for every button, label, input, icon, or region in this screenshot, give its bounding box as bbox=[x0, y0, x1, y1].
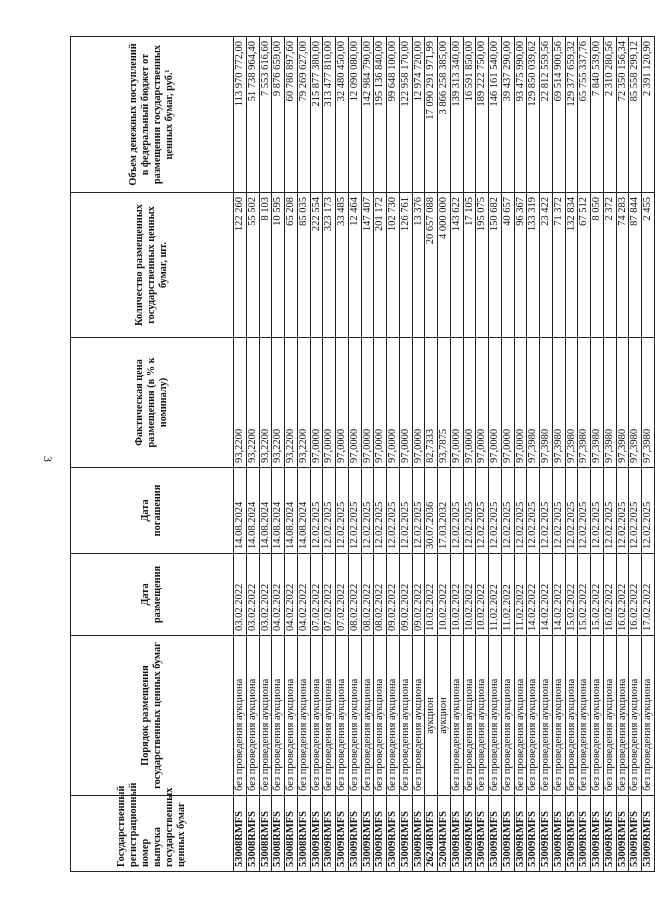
cell-placement-method: без проведения аукциона bbox=[540, 636, 553, 796]
cell-quantity: 122 260 bbox=[234, 193, 247, 338]
cell-placement-date: 16.02.2022 bbox=[616, 554, 629, 636]
table-row bbox=[642, 37, 655, 872]
securities-placement-table bbox=[70, 36, 655, 872]
cell-placement-date: 11.02.2022 bbox=[501, 554, 514, 636]
table-row bbox=[246, 37, 259, 872]
cell-placement-date: 15.02.2022 bbox=[565, 554, 578, 636]
cell-budget-proceeds: 189 222 750,00 bbox=[476, 37, 489, 193]
cell-maturity-date: 14.08.2024 bbox=[272, 468, 285, 554]
cell-actual-price: 97,3980 bbox=[527, 338, 540, 468]
cell-budget-proceeds: 12 974 720,00 bbox=[412, 37, 425, 193]
cell-placement-date: 15.02.2022 bbox=[578, 554, 591, 636]
cell-budget-proceeds: 32 480 450,00 bbox=[336, 37, 349, 193]
table-row bbox=[450, 37, 463, 872]
cell-budget-proceeds: 129 377 659,32 bbox=[565, 37, 578, 193]
cell-maturity-date: 12.02.2025 bbox=[501, 468, 514, 554]
cell-actual-price: 97,0000 bbox=[310, 338, 323, 468]
cell-quantity: 147 407 bbox=[361, 193, 374, 338]
cell-placement-method: аукцион bbox=[425, 636, 438, 796]
cell-registration-number: 53009RMFS bbox=[361, 796, 374, 872]
cell-quantity: 13 376 bbox=[412, 193, 425, 338]
table-row bbox=[399, 37, 412, 872]
cell-placement-method: без проведения аукциона bbox=[616, 636, 629, 796]
table-row bbox=[348, 37, 361, 872]
cell-quantity: 8 103 bbox=[259, 193, 272, 338]
table-row bbox=[476, 37, 489, 872]
cell-registration-number: 53009RMFS bbox=[348, 796, 361, 872]
cell-registration-number: 53009RMFS bbox=[514, 796, 527, 872]
table-row bbox=[285, 37, 298, 872]
cell-placement-method: без проведения аукциона bbox=[578, 636, 591, 796]
table-row bbox=[489, 37, 502, 872]
cell-registration-number: 53009RMFS bbox=[540, 796, 553, 872]
cell-budget-proceeds: 7 840 539,00 bbox=[591, 37, 604, 193]
cell-actual-price: 93,2200 bbox=[246, 338, 259, 468]
cell-quantity: 2 372 bbox=[603, 193, 616, 338]
cell-actual-price: 97,0000 bbox=[412, 338, 425, 468]
table-row bbox=[412, 37, 425, 872]
cell-maturity-date: 12.02.2025 bbox=[323, 468, 336, 554]
cell-quantity: 126 761 bbox=[399, 193, 412, 338]
cell-placement-method: без проведения аукциона bbox=[361, 636, 374, 796]
cell-placement-method: без проведения аукциона bbox=[336, 636, 349, 796]
cell-placement-method: без проведения аукциона bbox=[297, 636, 310, 796]
cell-placement-method: без проведения аукциона bbox=[272, 636, 285, 796]
table-header bbox=[71, 37, 234, 872]
cell-actual-price: 93,7875 bbox=[438, 338, 451, 468]
cell-placement-date: 14.02.2022 bbox=[527, 554, 540, 636]
cell-quantity: 132 834 bbox=[565, 193, 578, 338]
cell-registration-number: 53009RMFS bbox=[501, 796, 514, 872]
cell-quantity: 87 844 bbox=[629, 193, 642, 338]
cell-registration-number: 53008RMFS bbox=[297, 796, 310, 872]
cell-placement-date: 10.02.2022 bbox=[463, 554, 476, 636]
cell-actual-price: 97,0000 bbox=[336, 338, 349, 468]
cell-budget-proceeds: 195 136 840,00 bbox=[374, 37, 387, 193]
cell-placement-date: 11.02.2022 bbox=[514, 554, 527, 636]
cell-actual-price: 93,2200 bbox=[259, 338, 272, 468]
cell-maturity-date: 14.08.2024 bbox=[234, 468, 247, 554]
table-row bbox=[616, 37, 629, 872]
cell-budget-proceeds: 39 437 290,00 bbox=[501, 37, 514, 193]
cell-placement-method: без проведения аукциона bbox=[501, 636, 514, 796]
cell-actual-price: 97,0000 bbox=[387, 338, 400, 468]
cell-placement-method: без проведения аукциона bbox=[591, 636, 604, 796]
cell-quantity: 23 422 bbox=[540, 193, 553, 338]
cell-placement-method: без проведения аукциона bbox=[259, 636, 272, 796]
cell-placement-method: без проведения аукциона bbox=[399, 636, 412, 796]
cell-placement-date: 09.02.2022 bbox=[387, 554, 400, 636]
cell-quantity: 4 000 000 bbox=[438, 193, 451, 338]
cell-quantity: 2 455 bbox=[642, 193, 655, 338]
cell-actual-price: 97,3980 bbox=[540, 338, 553, 468]
cell-registration-number: 53009RMFS bbox=[399, 796, 412, 872]
cell-budget-proceeds: 60 786 897,60 bbox=[285, 37, 298, 193]
cell-registration-number: 53009RMFS bbox=[450, 796, 463, 872]
table-row bbox=[425, 37, 438, 872]
cell-placement-method: аукцион bbox=[438, 636, 451, 796]
cell-placement-method: без проведения аукциона bbox=[489, 636, 502, 796]
table-row bbox=[361, 37, 374, 872]
cell-budget-proceeds: 3 866 258 385,00 bbox=[438, 37, 451, 193]
table-body bbox=[234, 37, 655, 872]
cell-budget-proceeds: 17 090 291 971,99 bbox=[425, 37, 438, 193]
cell-registration-number: 53009RMFS bbox=[591, 796, 604, 872]
table-row bbox=[323, 37, 336, 872]
cell-placement-method: без проведения аукциона bbox=[463, 636, 476, 796]
cell-registration-number: 53009RMFS bbox=[323, 796, 336, 872]
cell-budget-proceeds: 215 877 380,00 bbox=[310, 37, 323, 193]
table-row bbox=[234, 37, 247, 872]
cell-registration-number: 53009RMFS bbox=[578, 796, 591, 872]
cell-actual-price: 93,2200 bbox=[234, 338, 247, 468]
cell-placement-date: 10.02.2022 bbox=[425, 554, 438, 636]
cell-actual-price: 97,0000 bbox=[463, 338, 476, 468]
table-row bbox=[310, 37, 323, 872]
cell-maturity-date: 12.02.2025 bbox=[629, 468, 642, 554]
header-registration-number: Государственный регистрационный номер выпуска государственных ценных бумаг bbox=[71, 796, 234, 872]
cell-registration-number: 53009RMFS bbox=[387, 796, 400, 872]
cell-placement-method: без проведения аукциона bbox=[234, 636, 247, 796]
cell-maturity-date: 12.02.2025 bbox=[578, 468, 591, 554]
cell-budget-proceeds: 146 161 540,00 bbox=[489, 37, 502, 193]
cell-registration-number: 53009RMFS bbox=[489, 796, 502, 872]
cell-placement-method: без проведения аукциона bbox=[565, 636, 578, 796]
cell-budget-proceeds: 122 958 170,00 bbox=[399, 37, 412, 193]
cell-budget-proceeds: 79 269 627,00 bbox=[297, 37, 310, 193]
cell-actual-price: 97,0000 bbox=[399, 338, 412, 468]
cell-placement-date: 08.02.2022 bbox=[361, 554, 374, 636]
cell-maturity-date: 12.02.2025 bbox=[514, 468, 527, 554]
table-row bbox=[540, 37, 553, 872]
cell-quantity: 143 622 bbox=[450, 193, 463, 338]
cell-placement-date: 03.02.2022 bbox=[234, 554, 247, 636]
cell-placement-method: без проведения аукциона bbox=[552, 636, 565, 796]
rotated-table-container bbox=[70, 37, 653, 872]
cell-registration-number: 53009RMFS bbox=[603, 796, 616, 872]
header-maturity-date: Дата погашения bbox=[71, 468, 234, 554]
cell-maturity-date: 12.02.2025 bbox=[603, 468, 616, 554]
cell-actual-price: 97,0000 bbox=[361, 338, 374, 468]
cell-maturity-date: 12.02.2025 bbox=[374, 468, 387, 554]
cell-quantity: 222 554 bbox=[310, 193, 323, 338]
cell-quantity: 85 035 bbox=[297, 193, 310, 338]
table-row bbox=[438, 37, 451, 872]
cell-maturity-date: 17.03.2032 bbox=[438, 468, 451, 554]
cell-registration-number: 53009RMFS bbox=[629, 796, 642, 872]
cell-registration-number: 53009RMFS bbox=[527, 796, 540, 872]
table-row bbox=[387, 37, 400, 872]
cell-budget-proceeds: 85 558 299,12 bbox=[629, 37, 642, 193]
cell-quantity: 201 172 bbox=[374, 193, 387, 338]
cell-placement-method: без проведения аукциона bbox=[412, 636, 425, 796]
cell-budget-proceeds: 2 391 120,90 bbox=[642, 37, 655, 193]
cell-placement-method: без проведения аукциона bbox=[285, 636, 298, 796]
cell-quantity: 67 512 bbox=[578, 193, 591, 338]
cell-maturity-date: 12.02.2025 bbox=[616, 468, 629, 554]
cell-placement-date: 17.02.2022 bbox=[642, 554, 655, 636]
cell-maturity-date: 12.02.2025 bbox=[591, 468, 604, 554]
header-placement-date: Дата размещения bbox=[71, 554, 234, 636]
cell-actual-price: 97,3980 bbox=[603, 338, 616, 468]
cell-placement-method: без проведения аукциона bbox=[603, 636, 616, 796]
cell-placement-method: без проведения аукциона bbox=[527, 636, 540, 796]
cell-placement-method: без проведения аукциона bbox=[450, 636, 463, 796]
cell-registration-number: 53009RMFS bbox=[565, 796, 578, 872]
cell-placement-date: 04.02.2022 bbox=[272, 554, 285, 636]
table-row bbox=[629, 37, 642, 872]
cell-placement-method: без проведения аукциона bbox=[374, 636, 387, 796]
cell-registration-number: 53009RMFS bbox=[310, 796, 323, 872]
table-row bbox=[603, 37, 616, 872]
cell-maturity-date: 14.08.2024 bbox=[297, 468, 310, 554]
cell-actual-price: 97,3980 bbox=[629, 338, 642, 468]
cell-registration-number: 53008RMFS bbox=[272, 796, 285, 872]
header-placement-method: Порядок размещения государственных ценных бумаг bbox=[71, 636, 234, 796]
table-row bbox=[374, 37, 387, 872]
cell-placement-method: без проведения аукциона bbox=[642, 636, 655, 796]
cell-maturity-date: 12.02.2025 bbox=[348, 468, 361, 554]
header-row bbox=[71, 37, 234, 872]
cell-maturity-date: 12.02.2025 bbox=[463, 468, 476, 554]
cell-actual-price: 97,3980 bbox=[616, 338, 629, 468]
table-row bbox=[501, 37, 514, 872]
cell-budget-proceeds: 113 970 772,00 bbox=[234, 37, 247, 193]
cell-registration-number: 53009RMFS bbox=[463, 796, 476, 872]
cell-quantity: 55 502 bbox=[246, 193, 259, 338]
cell-placement-date: 09.02.2022 bbox=[412, 554, 425, 636]
cell-maturity-date: 12.02.2025 bbox=[412, 468, 425, 554]
cell-actual-price: 97,0000 bbox=[374, 338, 387, 468]
cell-actual-price: 97,0000 bbox=[348, 338, 361, 468]
cell-maturity-date: 12.02.2025 bbox=[336, 468, 349, 554]
cell-quantity: 20 657 088 bbox=[425, 193, 438, 338]
cell-budget-proceeds: 9 876 659,00 bbox=[272, 37, 285, 193]
cell-placement-method: без проведения аукциона bbox=[246, 636, 259, 796]
cell-maturity-date: 14.08.2024 bbox=[259, 468, 272, 554]
cell-registration-number: 53009RMFS bbox=[336, 796, 349, 872]
cell-budget-proceeds: 12 090 080,00 bbox=[348, 37, 361, 193]
table-row bbox=[297, 37, 310, 872]
cell-maturity-date: 14.08.2024 bbox=[246, 468, 259, 554]
cell-registration-number: 53009RMFS bbox=[412, 796, 425, 872]
cell-placement-date: 14.02.2022 bbox=[540, 554, 553, 636]
cell-budget-proceeds: 313 477 810,00 bbox=[323, 37, 336, 193]
cell-quantity: 323 173 bbox=[323, 193, 336, 338]
cell-registration-number: 26240RMFS bbox=[425, 796, 438, 872]
cell-placement-date: 16.02.2022 bbox=[629, 554, 642, 636]
cell-budget-proceeds: 99 648 100,00 bbox=[387, 37, 400, 193]
cell-placement-method: без проведения аукциона bbox=[476, 636, 489, 796]
table-row bbox=[272, 37, 285, 872]
cell-maturity-date: 14.08.2024 bbox=[285, 468, 298, 554]
cell-budget-proceeds: 7 553 616,60 bbox=[259, 37, 272, 193]
table-row bbox=[578, 37, 591, 872]
table-row bbox=[527, 37, 540, 872]
cell-quantity: 133 319 bbox=[527, 193, 540, 338]
cell-quantity: 96 367 bbox=[514, 193, 527, 338]
cell-placement-date: 15.02.2022 bbox=[591, 554, 604, 636]
cell-placement-date: 03.02.2022 bbox=[246, 554, 259, 636]
cell-registration-number: 53008RMFS bbox=[246, 796, 259, 872]
cell-actual-price: 97,0000 bbox=[476, 338, 489, 468]
cell-budget-proceeds: 142 984 790,00 bbox=[361, 37, 374, 193]
cell-placement-date: 03.02.2022 bbox=[259, 554, 272, 636]
cell-registration-number: 53008RMFS bbox=[234, 796, 247, 872]
cell-actual-price: 97,0000 bbox=[501, 338, 514, 468]
cell-budget-proceeds: 139 313 340,00 bbox=[450, 37, 463, 193]
cell-actual-price: 82,7333 bbox=[425, 338, 438, 468]
cell-maturity-date: 12.02.2025 bbox=[489, 468, 502, 554]
cell-registration-number: 53009RMFS bbox=[374, 796, 387, 872]
cell-registration-number: 52004RMFS bbox=[438, 796, 451, 872]
cell-quantity: 74 283 bbox=[616, 193, 629, 338]
cell-placement-date: 08.02.2022 bbox=[374, 554, 387, 636]
cell-actual-price: 97,3980 bbox=[578, 338, 591, 468]
cell-placement-date: 07.02.2022 bbox=[310, 554, 323, 636]
cell-quantity: 8 050 bbox=[591, 193, 604, 338]
cell-budget-proceeds: 22 812 559,56 bbox=[540, 37, 553, 193]
cell-placement-date: 10.02.2022 bbox=[476, 554, 489, 636]
header-budget-proceeds: Объем денежных поступлений в федеральный бюджет от размещения государственных ценных бумаг, руб.¹ bbox=[71, 37, 234, 193]
cell-budget-proceeds: 72 350 156,34 bbox=[616, 37, 629, 193]
cell-placement-date: 09.02.2022 bbox=[399, 554, 412, 636]
cell-quantity: 102 730 bbox=[387, 193, 400, 338]
cell-registration-number: 53008RMFS bbox=[259, 796, 272, 872]
cell-maturity-date: 12.02.2025 bbox=[642, 468, 655, 554]
table-row bbox=[514, 37, 527, 872]
header-quantity: Количество размещенных государственных ценных бумаг, шт. bbox=[71, 193, 234, 338]
cell-maturity-date: 12.02.2025 bbox=[540, 468, 553, 554]
cell-actual-price: 97,3980 bbox=[552, 338, 565, 468]
cell-actual-price: 93,2200 bbox=[272, 338, 285, 468]
page-number: 3 bbox=[41, 456, 55, 462]
cell-quantity: 71 372 bbox=[552, 193, 565, 338]
cell-placement-method: без проведения аукциона bbox=[348, 636, 361, 796]
table-row bbox=[591, 37, 604, 872]
cell-placement-date: 10.02.2022 bbox=[438, 554, 451, 636]
cell-placement-date: 08.02.2022 bbox=[348, 554, 361, 636]
cell-maturity-date: 12.02.2025 bbox=[387, 468, 400, 554]
cell-maturity-date: 12.02.2025 bbox=[310, 468, 323, 554]
cell-quantity: 33 485 bbox=[336, 193, 349, 338]
cell-placement-method: без проведения аукциона bbox=[387, 636, 400, 796]
cell-quantity: 12 464 bbox=[348, 193, 361, 338]
cell-quantity: 195 075 bbox=[476, 193, 489, 338]
cell-actual-price: 97,0000 bbox=[450, 338, 463, 468]
cell-maturity-date: 12.02.2025 bbox=[361, 468, 374, 554]
cell-budget-proceeds: 2 310 280,56 bbox=[603, 37, 616, 193]
table-row bbox=[552, 37, 565, 872]
cell-maturity-date: 30.07.2036 bbox=[425, 468, 438, 554]
cell-placement-date: 07.02.2022 bbox=[336, 554, 349, 636]
cell-budget-proceeds: 129 850 039,62 bbox=[527, 37, 540, 193]
cell-budget-proceeds: 16 591 850,00 bbox=[463, 37, 476, 193]
table-row bbox=[336, 37, 349, 872]
cell-actual-price: 97,0000 bbox=[514, 338, 527, 468]
cell-registration-number: 53009RMFS bbox=[616, 796, 629, 872]
cell-registration-number: 53009RMFS bbox=[642, 796, 655, 872]
cell-maturity-date: 12.02.2025 bbox=[552, 468, 565, 554]
cell-placement-date: 04.02.2022 bbox=[285, 554, 298, 636]
cell-registration-number: 53009RMFS bbox=[552, 796, 565, 872]
cell-placement-date: 10.02.2022 bbox=[450, 554, 463, 636]
cell-actual-price: 93,2200 bbox=[285, 338, 298, 468]
header-actual-price: Фактическая цена размещения (в % к номиналу) bbox=[71, 338, 234, 468]
cell-placement-date: 07.02.2022 bbox=[323, 554, 336, 636]
cell-quantity: 150 682 bbox=[489, 193, 502, 338]
cell-actual-price: 97,0000 bbox=[489, 338, 502, 468]
cell-placement-method: без проведения аукциона bbox=[514, 636, 527, 796]
table-row bbox=[565, 37, 578, 872]
cell-quantity: 40 657 bbox=[501, 193, 514, 338]
cell-registration-number: 53009RMFS bbox=[476, 796, 489, 872]
cell-budget-proceeds: 93 475 990,00 bbox=[514, 37, 527, 193]
cell-maturity-date: 12.02.2025 bbox=[527, 468, 540, 554]
cell-placement-method: без проведения аукциона bbox=[629, 636, 642, 796]
cell-quantity: 65 208 bbox=[285, 193, 298, 338]
cell-placement-method: без проведения аукциона bbox=[310, 636, 323, 796]
table-row bbox=[259, 37, 272, 872]
table-rotation-frame bbox=[70, 37, 653, 872]
cell-quantity: 10 595 bbox=[272, 193, 285, 338]
cell-maturity-date: 12.02.2025 bbox=[399, 468, 412, 554]
cell-placement-date: 14.02.2022 bbox=[552, 554, 565, 636]
cell-actual-price: 97,3980 bbox=[591, 338, 604, 468]
cell-budget-proceeds: 69 514 900,56 bbox=[552, 37, 565, 193]
cell-placement-date: 16.02.2022 bbox=[603, 554, 616, 636]
cell-actual-price: 97,3980 bbox=[642, 338, 655, 468]
cell-maturity-date: 12.02.2025 bbox=[565, 468, 578, 554]
cell-actual-price: 97,3980 bbox=[565, 338, 578, 468]
cell-placement-method: без проведения аукциона bbox=[323, 636, 336, 796]
cell-placement-date: 11.02.2022 bbox=[489, 554, 502, 636]
cell-actual-price: 97,0000 bbox=[323, 338, 336, 468]
cell-actual-price: 93,2200 bbox=[297, 338, 310, 468]
cell-placement-date: 04.02.2022 bbox=[297, 554, 310, 636]
cell-maturity-date: 12.02.2025 bbox=[476, 468, 489, 554]
cell-maturity-date: 12.02.2025 bbox=[450, 468, 463, 554]
cell-budget-proceeds: 65 755 337,76 bbox=[578, 37, 591, 193]
cell-quantity: 17 105 bbox=[463, 193, 476, 338]
table-row bbox=[463, 37, 476, 872]
cell-registration-number: 53008RMFS bbox=[285, 796, 298, 872]
cell-budget-proceeds: 51 738 964,40 bbox=[246, 37, 259, 193]
